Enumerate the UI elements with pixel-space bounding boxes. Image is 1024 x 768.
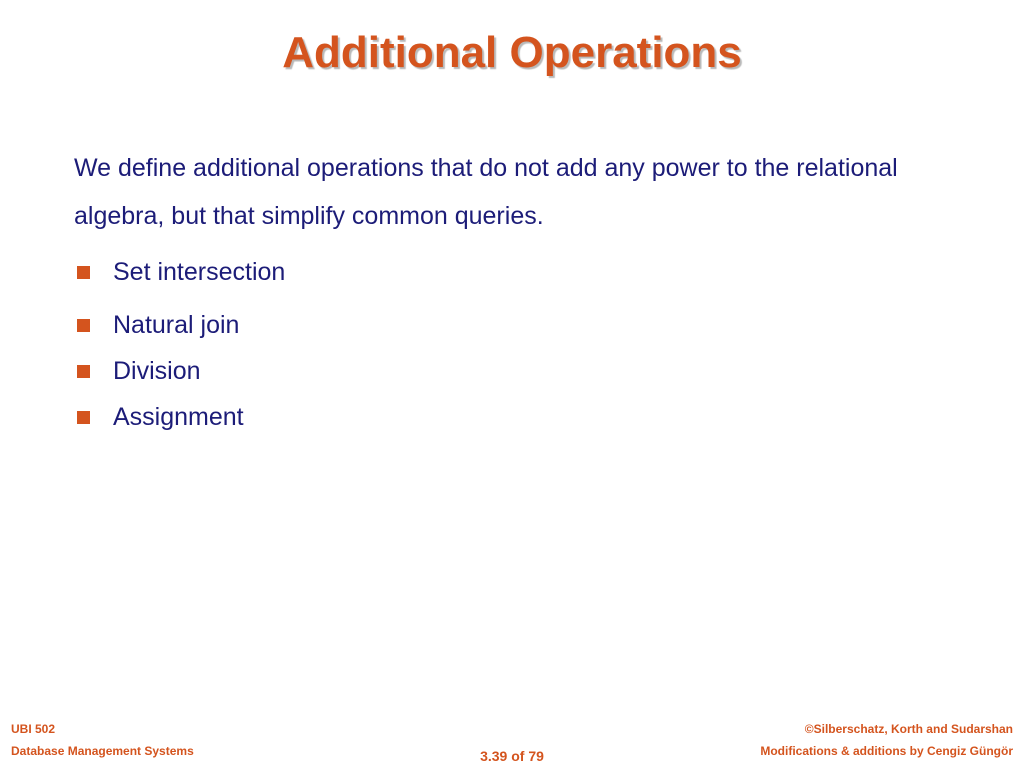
footer-course-name: Database Management Systems bbox=[11, 744, 194, 758]
bullet-label: Division bbox=[113, 357, 201, 385]
square-bullet-icon bbox=[77, 411, 90, 424]
slide-title: Additional Operations bbox=[282, 28, 742, 77]
footer-modifications: Modifications & additions by Cengiz Güngör bbox=[760, 744, 1013, 758]
footer-copyright: ©Silberschatz, Korth and Sudarshan bbox=[804, 722, 1013, 736]
bullet-label: Set intersection bbox=[113, 258, 286, 286]
square-bullet-icon bbox=[77, 365, 90, 378]
bullet-label: Natural join bbox=[113, 311, 240, 339]
intro-paragraph: We define additional operations that do not add any power to the relational algebra, but that simplify common queries. bbox=[74, 154, 898, 230]
square-bullet-icon bbox=[77, 319, 90, 332]
footer-course-code: UBI 502 bbox=[11, 722, 56, 736]
bullet-label: Assignment bbox=[113, 403, 244, 431]
footer-page-number: 3.39 of 79 bbox=[480, 748, 544, 764]
square-bullet-icon bbox=[77, 266, 90, 279]
